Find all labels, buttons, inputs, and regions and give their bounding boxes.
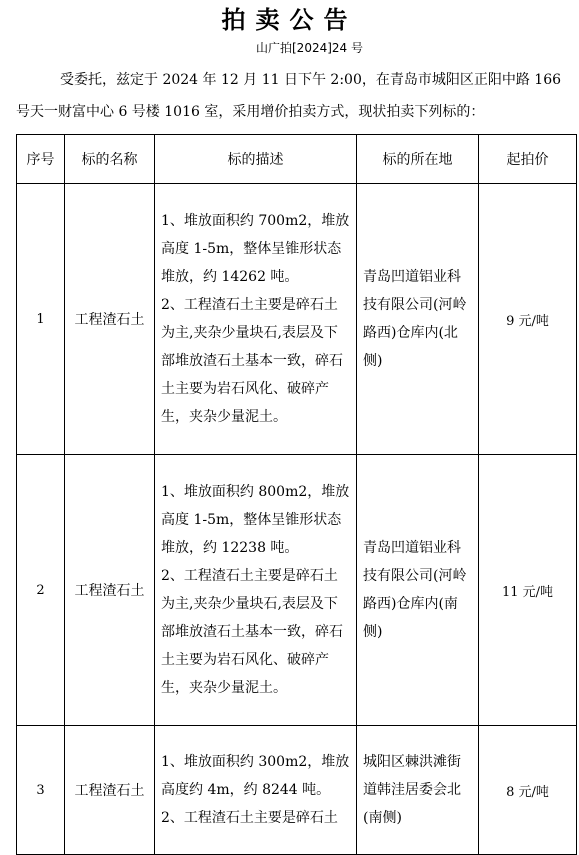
lot-starting-price: 8 元/吨 [479, 726, 577, 855]
header-location: 标的所在地 [357, 135, 479, 184]
lot-description [155, 184, 357, 455]
intro-paragraph: 受委托，兹定于 2024 年 12 月 11 日下午 2:00，在青岛市城阳区正阳中路 166 号天一财富中心 6 号楼 1016 室，采用增价拍卖方式，现状拍卖下列标的： [16, 72, 562, 120]
table-row [17, 184, 577, 455]
lot-number: 2 [17, 455, 65, 726]
lot-description-line: 1、堆放面积约 300m2，堆放高度约 4m，约 8244 吨。 [161, 754, 350, 798]
table-row [17, 726, 577, 855]
lot-location: 青岛凹道铝业科技有限公司(河岭路西)仓库内(北侧) [357, 184, 479, 455]
lot-name: 工程渣石土 [65, 455, 155, 726]
header-price: 起拍价 [479, 135, 577, 184]
lot-starting-price: 11 元/吨 [479, 455, 577, 726]
announcement-title: 拍卖公告 [221, 5, 358, 34]
lot-description-line: 1、堆放面积约 800m2，堆放高度 1-5m，整体呈锥形状态堆放，约 12238 吨。 [161, 484, 350, 556]
lot-location: 城阳区棘洪滩街道韩洼居委会北(南侧) [357, 726, 479, 855]
lot-description [155, 455, 357, 726]
lot-description-line: 1、堆放面积约 700m2，堆放高度 1-5m，整体呈锥形状态堆放，约 14262 吨。 [161, 213, 350, 285]
lot-description [155, 726, 357, 855]
lot-description-line: 2、工程渣石土主要是碎石土为主,夹杂少量块石,表层及下部堆放渣石土基本一致，碎石土主要为岩石风化、破碎产生，夹杂少量泥土。 [161, 568, 343, 696]
header-name: 标的名称 [65, 135, 155, 184]
auction-lots-table [16, 134, 577, 855]
lot-number: 3 [17, 726, 65, 855]
lot-starting-price: 9 元/吨 [479, 184, 577, 455]
lot-name: 工程渣石土 [65, 726, 155, 855]
lot-name: 工程渣石土 [65, 184, 155, 455]
lot-description-line: 2、工程渣石土主要是碎石土为主,夹杂少量块石,表层及下部堆放渣石土基本一致，碎石土主要为岩石风化、破碎产生，夹杂少量泥土。 [161, 297, 343, 425]
lot-location: 青岛凹道铝业科技有限公司(河岭路西)仓库内(南侧) [357, 455, 479, 726]
header-no: 序号 [17, 135, 65, 184]
lot-description-line: 2、工程渣石土主要是碎石土 [161, 810, 338, 826]
header-description: 标的描述 [155, 135, 357, 184]
lot-number: 1 [17, 184, 65, 455]
table-header-row [17, 135, 577, 184]
document-number: 山广拍[2024]24 号 [256, 41, 363, 55]
table-row [17, 455, 577, 726]
